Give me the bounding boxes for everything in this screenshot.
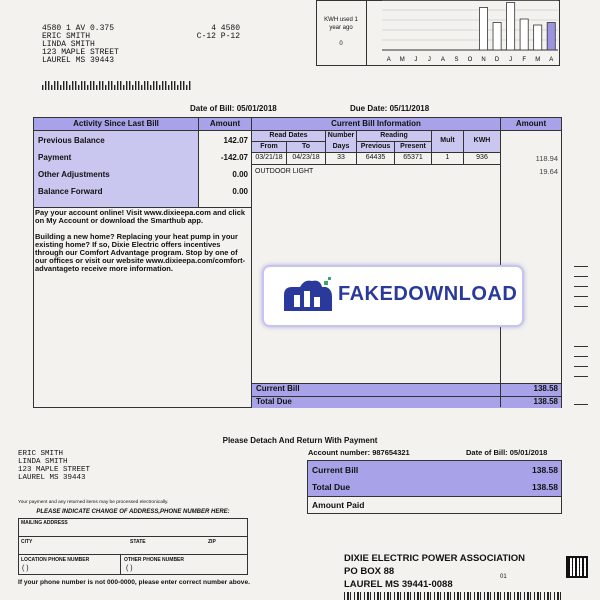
margin-tick — [574, 366, 588, 367]
current-bill-header: Current Bill Information — [251, 117, 501, 131]
stub-amount-paid-label: Amount Paid — [312, 500, 365, 510]
barcode-bar — [90, 81, 91, 90]
route-code: 4 4580 — [211, 24, 240, 33]
barcode-bar — [63, 81, 64, 90]
form-rule — [120, 554, 121, 575]
stub-current-bill-amount: 138.58 — [532, 465, 558, 475]
form-rule — [18, 536, 248, 537]
bill-date-value: 05/01/2018 — [236, 104, 277, 113]
activity-row-amount: 0.00 — [232, 170, 248, 179]
usage-bar — [493, 23, 501, 51]
remit-name: DIXIE ELECTRIC POWER ASSOCIATION — [344, 553, 526, 564]
customer-street: 123 MAPLE STREET — [42, 48, 119, 57]
postal-barcode-bars — [42, 81, 192, 90]
message-online-pay: Pay your account online! Visit www.dixieepa.com and click on My Account or download the Smarthub app. — [35, 208, 246, 225]
activity-divider — [198, 131, 199, 207]
month-tick-label: O — [467, 57, 473, 63]
due-date — [350, 104, 429, 113]
barcode-bar — [45, 81, 46, 90]
barcode-bar — [114, 85, 115, 90]
activity-row-amount: 142.07 — [223, 136, 248, 145]
barcode-bar — [102, 81, 103, 90]
barcode-bar — [126, 81, 127, 90]
barcode-bar — [144, 81, 145, 90]
barcode-bar — [105, 85, 106, 90]
barcode-bar — [117, 81, 118, 90]
stub-address — [18, 450, 90, 482]
customer-city: LAUREL MS 39443 — [42, 56, 115, 65]
usage-bar — [547, 23, 555, 51]
message-comfort-advantage: Building a new home? Replacing your heat pump in your existing home? If so, Dixie Electric offers incentives through our Comfort Advantage program. Stop by one of our offices or visit our website www.dixieepa.com/comfort-advantageto receive more information. — [35, 232, 246, 273]
electronic-note: Your payment and any returned items may be processed electronically. — [18, 500, 169, 505]
barcode-bar — [108, 81, 109, 90]
barcode-bar — [66, 81, 67, 90]
barcode-bar — [93, 81, 94, 90]
watermark-text: FAKEDOWNLOAD — [338, 283, 518, 305]
month-tick-label: F — [522, 57, 526, 63]
usage-chart — [382, 0, 558, 66]
customer-name-2: LINDA SMITH — [42, 40, 95, 49]
barcode-bar — [42, 85, 43, 90]
reading-mult: 1 — [445, 154, 450, 161]
current-bill-amount: 138.58 — [533, 384, 558, 393]
barcode-bar — [51, 85, 52, 90]
margin-tick — [574, 404, 588, 405]
activity-row-label: Balance Forward — [38, 187, 103, 196]
amount-column-rule — [500, 131, 501, 383]
customer-name-1: ERIC SMITH — [42, 32, 91, 41]
barcode-bar — [171, 81, 172, 90]
barcode-bar — [48, 81, 49, 90]
barcode-bar — [141, 85, 142, 90]
usage-bar — [479, 8, 487, 51]
phone-note: If your phone number is not 000-0000, please enter correct number above. — [18, 579, 250, 586]
barcode-bar — [147, 81, 148, 90]
reading-to: 04/23/18 — [292, 154, 320, 161]
kwh-value: 0 — [339, 41, 343, 47]
remit-box: PO BOX 88 — [344, 566, 395, 577]
reading-present: 65371 — [403, 154, 423, 161]
reading-days: 33 — [337, 154, 345, 161]
activity-row-label: Other Adjustments — [38, 170, 110, 179]
city-label: CITY — [21, 539, 33, 545]
reading-kwh: 936 — [476, 154, 488, 161]
usage-bar — [534, 25, 542, 50]
barcode-bar — [78, 85, 79, 90]
barcode-bar — [60, 85, 61, 90]
barcode-bar — [156, 81, 157, 90]
stub-bill-date-label: Date of Bill: — [466, 448, 508, 457]
postal-barcode — [42, 77, 192, 86]
messages — [35, 209, 249, 273]
activity-amount-header: Amount — [198, 117, 252, 131]
barcode-bar — [186, 85, 187, 90]
other-phone-label: OTHER PHONE NUMBER — [124, 557, 185, 563]
col-previous: Previous — [360, 143, 391, 150]
col-to: To — [301, 143, 311, 150]
stub-account-value: 987654321 — [372, 448, 410, 457]
activity-row-label: Payment — [38, 153, 72, 162]
outdoor-light-amount: 19.64 — [539, 167, 558, 176]
month-tick-label: J — [427, 57, 431, 63]
barcode-bar — [174, 81, 175, 90]
stub-name-1: ERIC SMITH — [18, 450, 64, 458]
month-tick-label: A — [549, 57, 554, 63]
current-amount-header: Amount — [500, 117, 562, 131]
stub-city: LAUREL MS 39443 — [18, 474, 86, 482]
state-label: STATE — [130, 539, 146, 545]
stub-bill-date-value: 05/01/2018 — [509, 448, 548, 457]
stub-current-bill-label: Current Bill — [312, 465, 359, 475]
account-line: 4580 1 AV 0.375 — [42, 24, 115, 33]
stub-street: 123 MAPLE STREET — [18, 466, 91, 474]
col-reading: Reading — [380, 132, 408, 139]
kwh-label-1: KWH used 1 — [324, 17, 358, 23]
month-tick-label: A — [440, 57, 445, 63]
remit-barcode — [344, 592, 564, 600]
col-mult: Mult — [440, 137, 455, 144]
month-tick-label: J — [509, 57, 513, 63]
barcode-bar — [57, 81, 58, 90]
remit-code: 01 — [500, 574, 507, 580]
barcode-bar — [183, 81, 184, 90]
barcode-bar — [120, 81, 121, 90]
kwh-year-ago-box — [316, 0, 367, 66]
watermark-badge — [262, 265, 524, 327]
stub-total-due-label: Total Due — [312, 482, 351, 492]
meter-rule — [252, 152, 500, 153]
mailing-address-label: MAILING ADDRESS — [21, 520, 68, 526]
margin-tick — [574, 376, 588, 377]
activity-row-amount: -142.07 — [220, 153, 248, 162]
margin-tick — [574, 356, 588, 357]
month-tick-label: S — [454, 57, 459, 63]
barcode-bar — [69, 85, 70, 90]
energy-amount: 118.94 — [535, 154, 558, 163]
due-date-label: Due Date: — [350, 104, 388, 113]
barcode-bar — [180, 81, 181, 90]
barcode-bar — [189, 81, 190, 90]
stub-bill-date — [466, 448, 547, 457]
margin-tick — [574, 276, 588, 277]
col-days: Days — [332, 143, 350, 150]
stub-account — [308, 448, 410, 457]
change-heading: PLEASE INDICATE CHANGE OF ADDRESS,PHONE NUMBER HERE: — [36, 509, 230, 515]
margin-tick — [574, 296, 588, 297]
customer-address — [42, 25, 119, 65]
barcode-bar — [162, 81, 163, 90]
meter-rule — [356, 141, 431, 142]
col-read-dates: Read Dates — [269, 132, 308, 139]
stub-total-due-amount: 138.58 — [532, 482, 558, 492]
location-phone-field[interactable]: ( ) — [22, 565, 29, 572]
barcode-bar — [168, 85, 169, 90]
month-tick-label: M — [399, 57, 405, 63]
margin-tick — [574, 266, 588, 267]
barcode-bar — [135, 81, 136, 90]
month-tick-label: M — [535, 57, 541, 63]
barcode-bar — [138, 81, 139, 90]
month-tick-label: A — [386, 57, 391, 63]
bill-date-label: Date of Bill: — [190, 104, 235, 113]
total-due-label: Total Due — [256, 397, 292, 406]
zip-label: ZIP — [208, 539, 216, 545]
cycle-code: C-12 P-12 — [196, 32, 240, 41]
barcode-bar — [165, 81, 166, 90]
detach-text: Please Detach And Return With Payment — [222, 436, 378, 445]
outdoor-light-label: OUTDOOR LIGHT — [255, 168, 314, 175]
reading-from: 03/21/18 — [255, 154, 283, 161]
barcode-bar — [132, 85, 133, 90]
activity-header: Activity Since Last Bill — [33, 117, 199, 131]
barcode-bar — [72, 81, 73, 90]
margin-tick — [574, 306, 588, 307]
barcode-bar — [123, 85, 124, 90]
barcode-bar — [84, 81, 85, 90]
stub-account-label: Account number: — [308, 448, 371, 457]
barcode-bar — [129, 81, 130, 90]
meter-rule — [252, 164, 500, 165]
current-bill-label: Current Bill — [256, 384, 300, 393]
barcode-bar — [54, 81, 55, 90]
col-present: Present — [400, 143, 426, 150]
month-tick-label: D — [494, 57, 500, 63]
total-rule — [500, 383, 501, 407]
qr-code — [566, 556, 588, 578]
barcode-bar — [153, 81, 154, 90]
total-due-amount: 138.58 — [533, 397, 558, 406]
usage-bar — [520, 19, 528, 50]
bill-date — [190, 104, 277, 113]
barcode-bar — [150, 85, 151, 90]
col-from: From — [260, 143, 278, 150]
activity-row-label: Previous Balance — [38, 136, 105, 145]
barcode-bar — [177, 85, 178, 90]
barcode-bar — [75, 81, 76, 90]
month-tick-label: N — [481, 57, 486, 63]
barcode-bar — [81, 81, 82, 90]
location-phone-label: LOCATION PHONE NUMBER — [21, 557, 90, 563]
remit-address — [344, 552, 525, 591]
watermark-logo-icon — [278, 275, 334, 315]
remit-city: LAUREL MS 39441-0088 — [344, 579, 453, 590]
form-rule — [18, 554, 248, 555]
barcode-bar — [159, 85, 160, 90]
col-number: Number — [327, 132, 355, 139]
due-date-value: 05/11/2018 — [389, 104, 430, 113]
activity-row-amount: 0.00 — [232, 187, 248, 196]
barcode-bar — [111, 81, 112, 90]
change-address-form[interactable] — [18, 518, 248, 575]
month-tick-label: J — [414, 57, 418, 63]
barcode-bar — [99, 81, 100, 90]
meter-rule — [252, 141, 325, 142]
barcode-bar — [87, 85, 88, 90]
kwh-label-2: year ago — [329, 25, 353, 31]
col-kwh: KWH — [473, 137, 491, 144]
other-phone-field[interactable]: ( ) — [126, 565, 133, 572]
margin-tick — [574, 346, 588, 347]
margin-tick — [574, 286, 588, 287]
usage-bar — [507, 3, 515, 51]
stub-name-2: LINDA SMITH — [18, 458, 68, 466]
reading-previous: 64435 — [365, 154, 386, 161]
barcode-bar — [96, 85, 97, 90]
